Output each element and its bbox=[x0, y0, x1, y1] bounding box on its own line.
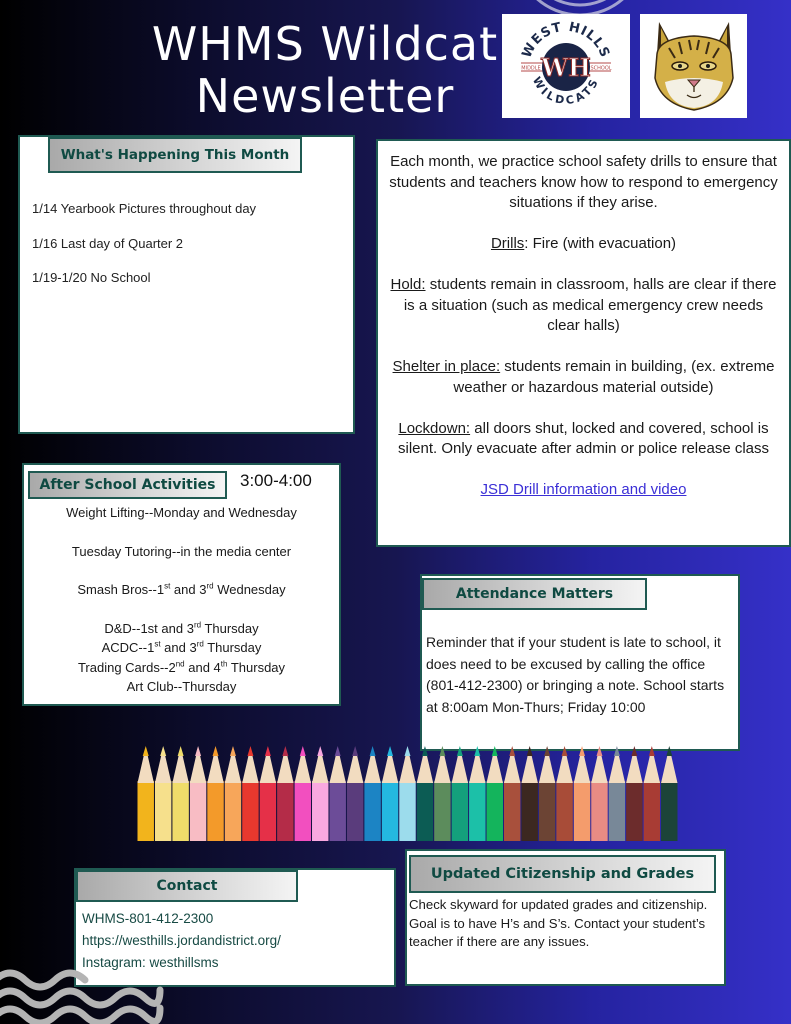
contact-instagram: Instagram: westhillsms bbox=[82, 955, 219, 970]
drill-item-hold bbox=[386, 275, 781, 337]
svg-text:WEST HILLS: WEST HILLS bbox=[519, 19, 613, 61]
contact-website-link[interactable]: https://westhills.jordandistrict.org/ bbox=[82, 933, 281, 948]
drill-desc: students remain in classroom, halls are clear if there is a situation (such as medical emergency crew needs clear halls) bbox=[403, 276, 777, 334]
drill-term: Lockdown: bbox=[398, 419, 471, 437]
citizenship-text: Check skyward for updated grades and citizenship. Goal is to have H’s and S’s. Contact your student’s teacher if there are any issues. bbox=[409, 897, 708, 949]
drill-term: Drills bbox=[490, 235, 525, 252]
wavy-lines-decoration bbox=[0, 960, 165, 1024]
drill-term: Hold: bbox=[390, 276, 426, 293]
svg-text:MIDDLE: MIDDLE bbox=[521, 65, 541, 72]
event-item: 1/19-1/20 No School bbox=[32, 270, 151, 285]
drill-item-shelter bbox=[386, 357, 781, 398]
drill-desc: all doors shut, locked and covered, school is silent. Only evacuate after admin or police release class bbox=[397, 419, 769, 457]
after-school-panel bbox=[22, 463, 341, 706]
after-school-heading: After School Activities bbox=[28, 471, 227, 499]
title-line-1: WHMS Wildcat bbox=[151, 17, 499, 71]
whats-happening-heading: What's Happening This Month bbox=[48, 137, 302, 173]
safety-drills-panel bbox=[376, 139, 791, 547]
title-line-2: Newsletter bbox=[195, 69, 455, 123]
activity-item: Art Club--Thursday bbox=[126, 679, 237, 694]
drill-desc: students remain in building, (ex. extreme weather or hazardous material outside) bbox=[453, 358, 775, 396]
whats-happening-panel bbox=[18, 135, 355, 434]
drill-term: Shelter in place: bbox=[392, 358, 501, 375]
activities-list bbox=[24, 503, 339, 697]
contact-heading: Contact bbox=[76, 870, 298, 902]
contact-phone: WHMS-801-412-2300 bbox=[82, 911, 214, 926]
drill-desc: Fire (with evacuation) bbox=[532, 235, 677, 252]
attendance-text: Reminder that if your student is late to school, it does need to be excused by calling the office (801-412-2300) or bringing a note. School starts at 8:00am Mon-Thurs; Friday 10:00 bbox=[426, 634, 725, 715]
colored-pencils-icon bbox=[137, 743, 678, 843]
drills-intro: Each month, we practice school safety drills to ensure that students and teachers know how to respond to emergency situations if they arise. bbox=[389, 153, 778, 211]
activity-item: Weight Lifting--Monday and Wednesday bbox=[66, 505, 297, 520]
activity-item: Trading Cards--2nd and 4th Thursday bbox=[77, 659, 286, 675]
activity-item: D&D--1st and 3rd Thursday bbox=[104, 620, 259, 636]
svg-text:WH: WH bbox=[541, 53, 591, 82]
events-list bbox=[32, 201, 256, 305]
school-crest-icon bbox=[507, 16, 625, 116]
svg-text:SCHOOL: SCHOOL bbox=[590, 65, 612, 72]
attendance-heading: Attendance Matters bbox=[422, 578, 647, 610]
activity-item: Smash Bros--1st and 3rd Wednesday bbox=[77, 581, 286, 597]
event-item: 1/14 Yearbook Pictures throughout day bbox=[32, 201, 257, 216]
citizenship-heading: Updated Citizenship and Grades bbox=[409, 855, 716, 893]
school-crest-logo bbox=[502, 14, 630, 118]
svg-text:WILDCATS: WILDCATS bbox=[529, 74, 602, 108]
colored-pencils-image bbox=[137, 743, 678, 843]
attendance-panel bbox=[420, 574, 740, 751]
bobcat-mascot-icon bbox=[649, 18, 739, 114]
event-item: 1/16 Last day of Quarter 2 bbox=[32, 235, 184, 251]
newsletter-title bbox=[150, 18, 500, 122]
activity-item: Tuesday Tutoring--in the media center bbox=[71, 543, 292, 559]
bobcat-mascot-logo bbox=[640, 14, 747, 118]
drill-item-lockdown bbox=[386, 419, 781, 460]
citizenship-panel bbox=[405, 849, 726, 986]
activity-time: 3:00-4:00 bbox=[240, 471, 312, 490]
jsd-drill-info-link[interactable]: JSD Drill information and video bbox=[480, 481, 687, 498]
activity-item: ACDC--1st and 3rd Thursday bbox=[101, 639, 262, 655]
drill-item-fire: Drills: Fire (with evacuation) bbox=[490, 235, 677, 252]
